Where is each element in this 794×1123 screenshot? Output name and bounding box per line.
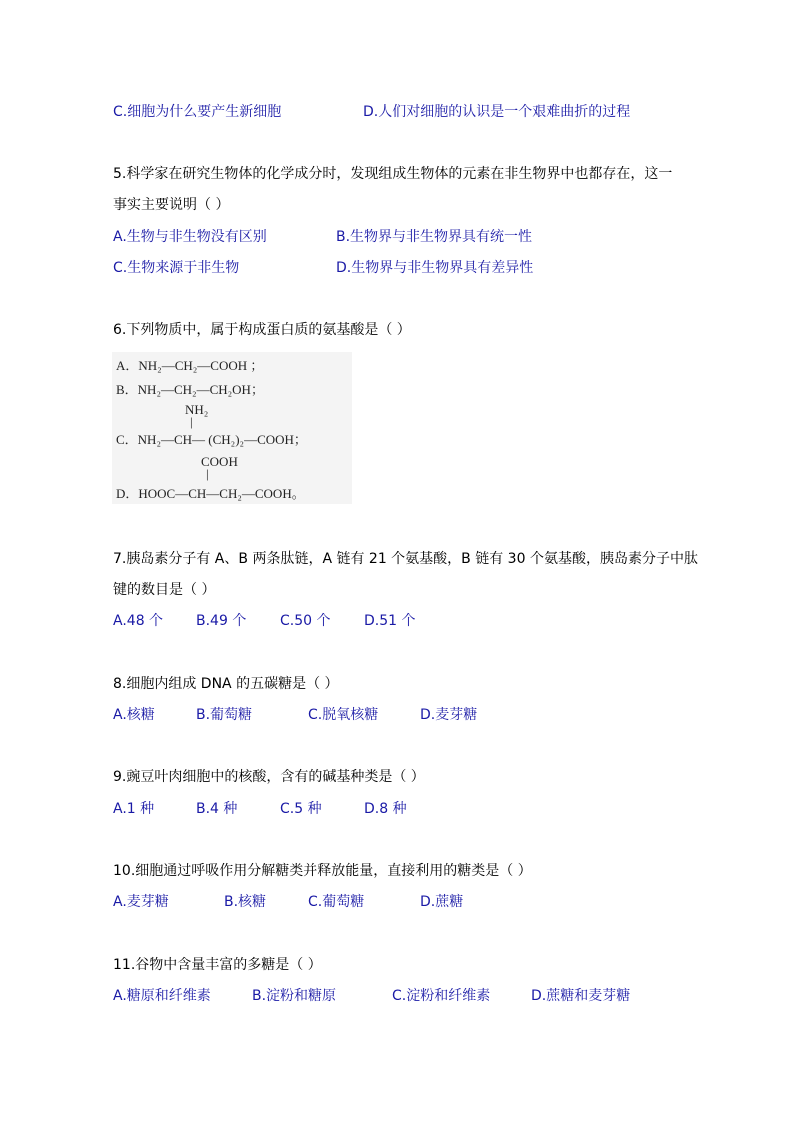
q10-option-d: D.蔗糖 <box>420 894 464 910</box>
q5-option-d: D.生物界与非生物界具有差异性 <box>336 260 534 276</box>
chem-option-a: A．NH₂—CH₂—COOH ； <box>116 358 264 373</box>
q5-option-b: B.生物界与非生物界具有统一性 <box>336 229 533 245</box>
q6-chemical-structures <box>112 352 352 504</box>
q10-option-b: B.核糖 <box>224 894 267 910</box>
q8-option-a: A.核糖 <box>113 707 155 723</box>
chem-option-c-bond: | <box>190 414 193 429</box>
chem-option-d: D．HOOC—CH—CH₂—COOH。 <box>116 486 305 501</box>
q7-stem-line1: 7.胰岛素分子有 A、B 两条肽链，A 链有 21 个氨基酸，B 链有 30 个氨基酸，胰岛素分子中肽 <box>113 551 698 567</box>
q8-stem: 8.细胞内组成 DNA 的五碳糖是（ ） <box>113 676 339 692</box>
chem-option-c: C．NH₂—CH— (CH₂)₂—COOH； <box>116 432 307 447</box>
chem-option-c-amino: NH₂ <box>185 402 209 417</box>
q11-option-c: C.淀粉和纤维素 <box>392 988 491 1004</box>
q8-option-d: D.麦芽糖 <box>420 707 478 723</box>
q8-option-b: B.葡萄糖 <box>196 707 253 723</box>
q7-option-a: A.48 个 <box>113 613 164 629</box>
q6-stem: 6.下列物质中，属于构成蛋白质的氨基酸是（ ） <box>113 322 411 338</box>
q7-stem-line2: 键的数目是（ ） <box>113 582 216 598</box>
chem-option-d-bond: | <box>206 466 209 481</box>
q10-stem: 10.细胞通过呼吸作用分解糖类并释放能量，直接利用的糖类是（ ） <box>113 863 532 879</box>
q9-option-a: A.1 种 <box>113 801 155 817</box>
q5-option-a: A.生物与非生物没有区别 <box>113 229 267 245</box>
q7-option-d: D.51 个 <box>364 613 416 629</box>
q5-option-c: C.生物来源于非生物 <box>113 260 240 276</box>
q11-option-b: B.淀粉和糖原 <box>252 988 337 1004</box>
q7-option-c: C.50 个 <box>280 613 331 629</box>
q7-option-b: B.49 个 <box>196 613 247 629</box>
q8-option-c: C.脱氧核糖 <box>308 707 379 723</box>
q10-option-a: A.麦芽糖 <box>113 894 169 910</box>
q10-option-c: C.葡萄糖 <box>308 894 365 910</box>
q4-option-c: C.细胞为什么要产生新细胞 <box>113 104 282 120</box>
q4-option-d: D.人们对细胞的认识是一个艰难曲折的过程 <box>363 104 631 120</box>
q9-option-b: B.4 种 <box>196 801 238 817</box>
chem-option-b: B．NH₂—CH₂—CH₂OH； <box>116 382 264 397</box>
q9-option-d: D.8 种 <box>364 801 407 817</box>
q11-option-d: D.蔗糖和麦芽糖 <box>531 988 631 1004</box>
q9-stem: 9.豌豆叶肉细胞中的核酸，含有的碱基种类是（ ） <box>113 769 425 785</box>
q5-stem-line2: 事实主要说明（ ） <box>113 197 230 213</box>
chem-option-d-carboxyl: COOH <box>201 454 238 469</box>
q9-option-c: C.5 种 <box>280 801 322 817</box>
q5-stem-line1: 5.科学家在研究生物体的化学成分时，发现组成生物体的元素在非生物界中也都存在，这一 <box>113 166 673 182</box>
q11-option-a: A.糖原和纤维素 <box>113 988 211 1004</box>
q11-stem: 11.谷物中含量丰富的多糖是（ ） <box>113 957 322 973</box>
